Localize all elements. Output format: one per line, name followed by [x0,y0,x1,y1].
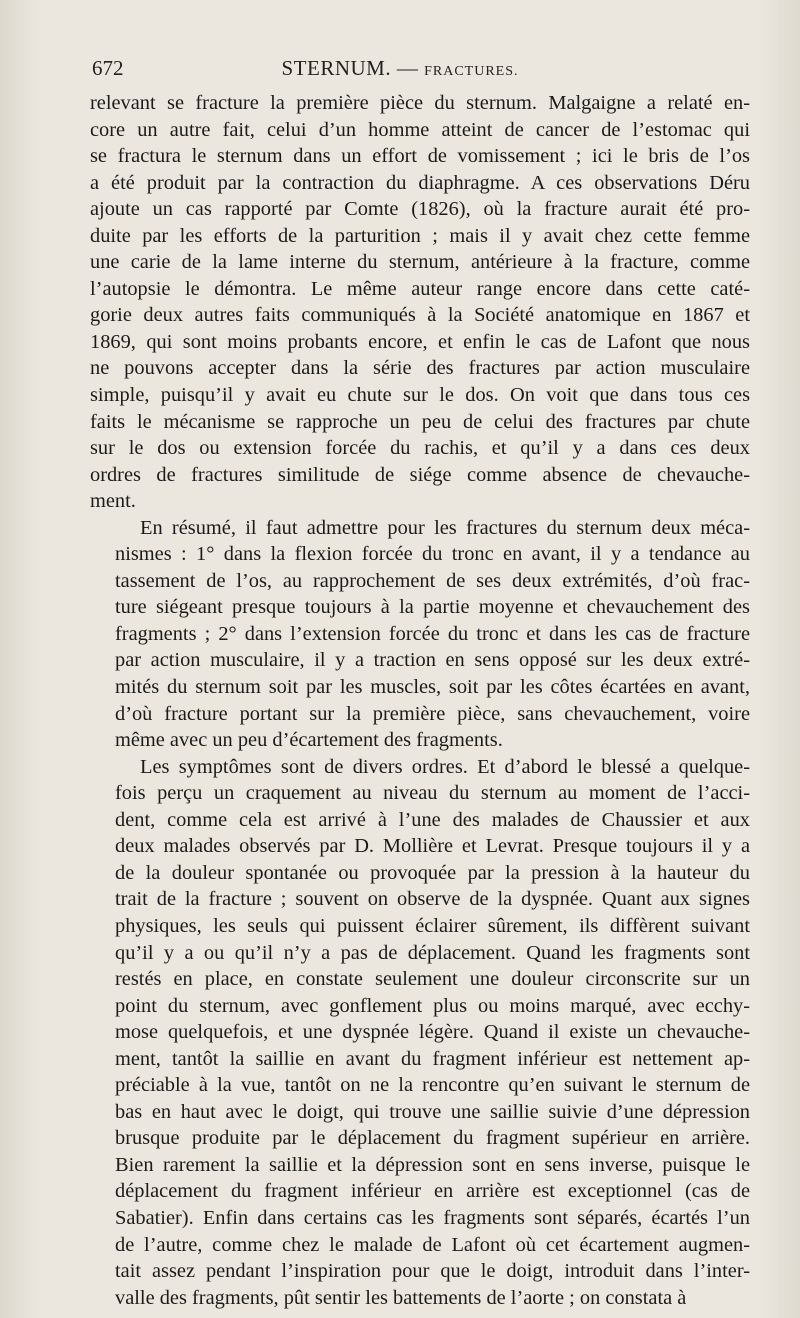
text-line: Les symptômes sont de divers ordres. Et d’abord le blessé a quelque- [140,755,750,778]
text-line: simple, puisqu’il y avait eu chute sur le dos. On voit que dans tous ces [90,384,750,407]
text-line: faits le mécanisme se rapproche un peu de celui des fractures par chute [90,410,750,433]
text-line: trait de la fracture ; souvent on observe de la dyspnée. Quant aux signes [115,888,750,911]
text-line: fois perçu un craquement au niveau du sternum au moment de l’acci- [115,782,750,805]
text-line: Bien rarement la saillie et la dépression sont en sens inverse, puisque le [115,1153,750,1176]
text-line: ordres de fractures similitude de siége comme absence de chevauche- [90,463,750,486]
text-line: core un autre fait, celui d’un homme atteint de cancer de l’estomac qui [90,118,750,141]
text-line: l’autopsie le démontra. Le même auteur range encore dans cette caté- [90,277,750,300]
text-line: restés en place, en constate seulement une douleur circonscrite sur un [115,968,750,991]
text-line: physiques, les seuls qui puissent éclairer sûrement, ils diffèrent suivant [115,914,750,937]
text-line: ajoute un cas rapporté par Comte (1826), où la fracture aurait été pro- [90,198,750,221]
text-line: qu’il y a ou qu’il n’y a pas de déplacement. Quand les fragments sont [115,941,750,964]
text-line: Sabatier). Enfin dans certains cas les fragments sont séparés, écartés l’un [115,1206,750,1229]
text-line: deux malades observés par D. Mollière et Levrat. Presque toujours il y a [115,835,750,858]
text-line: brusque produite par le déplacement du fragment supérieur en arrière. [115,1127,750,1150]
text-line: d’où fracture portant sur la première pièce, sans chevauchement, voire [115,702,750,725]
text-line: point du sternum, avec gonflement plus ou moins marqué, avec ecchy- [115,994,750,1017]
paragraph [90,754,750,1311]
text-line: sur le dos ou extension forcée du rachis, et qu’il y a dans ces deux [90,437,750,460]
text-line: relevant se fracture la première pièce du sternum. Malgaigne a relaté en- [90,92,750,114]
text-line: mose quelquefois, et une dyspnée légère. Quand il existe un chevauche- [115,1021,750,1044]
text-line: tassement de l’os, au rapprochement de ses deux extrémités, d’où frac- [115,569,750,592]
text-line: mités du sternum soit par les muscles, soit par les côtes écartées en avant, [115,676,750,699]
body-text [90,90,750,1311]
text-line: duite par les efforts de la parturition ; mais il y avait chez cette femme [90,224,750,247]
text-line: par action musculaire, il y a traction en sens opposé sur les deux extré- [115,649,750,672]
running-title-main: STERNUM. [281,56,392,80]
paragraph [90,90,750,515]
running-title-sub: FRACTURES. [424,64,519,79]
text-line: bas en haut avec le doigt, qui trouve une saillie suivie d’une dépression [115,1100,750,1123]
text-line: de la douleur spontanée ou provoquée par la pression à la hauteur du [115,861,750,884]
text-line: de l’autre, comme chez le malade de Lafont où cet écartement augmen- [115,1233,750,1256]
text-line: tait assez pendant l’inspiration pour que le doigt, introduit dans l’inter- [115,1260,750,1283]
text-line: se fractura le sternum dans un effort de vomissement ; ici le bris de l’os [90,145,750,168]
text-line: En résumé, il faut admettre pour les fractures du sternum deux méca- [140,516,750,539]
running-header [0,50,800,90]
text-line: fragments ; 2° dans l’extension forcée du tronc et dans les cas de fracture [115,622,750,645]
text-line: nismes : 1° dans la flexion forcée du tronc en avant, il y a tendance au [115,543,750,566]
text-line: ne pouvons accepter dans la série des fractures par action musculaire [90,357,750,380]
text-line: a été produit par la contraction du diaphragme. A ces observations Déru [90,171,750,194]
text-line: 1869, qui sont moins probants encore, et enfin le cas de Lafont que nous [90,330,750,353]
page-number: 672 [92,56,124,80]
paragraph [90,515,750,754]
text-line: même avec un peu d’écartement des fragments. [115,729,503,752]
text-line: ture siégeant presque toujours à la partie moyenne et chevauchement des [115,596,750,619]
text-line: gorie deux autres faits communiqués à la Société anatomique en 1867 et [90,304,750,327]
text-line: valle des fragments, pût sentir les battements de l’aorte ; on constata à [115,1286,687,1309]
text-line: préciable à la vue, tantôt on ne la rencontre qu’en suivant le sternum de [115,1074,750,1097]
text-line: une carie de la lame interne du sternum, antérieure à la fracture, comme [90,251,750,274]
text-line: déplacement du fragment inférieur en arrière est exceptionnel (cas de [115,1180,750,1203]
running-title-separator: — [396,56,419,80]
text-line: ment, tantôt la saillie en avant du fragment inférieur est nettement ap- [115,1047,750,1070]
running-title [0,56,800,81]
text-line: dent, comme cela est arrivé à l’une des malades de Chaussier et aux [115,808,750,831]
text-line: ment. [90,490,136,513]
